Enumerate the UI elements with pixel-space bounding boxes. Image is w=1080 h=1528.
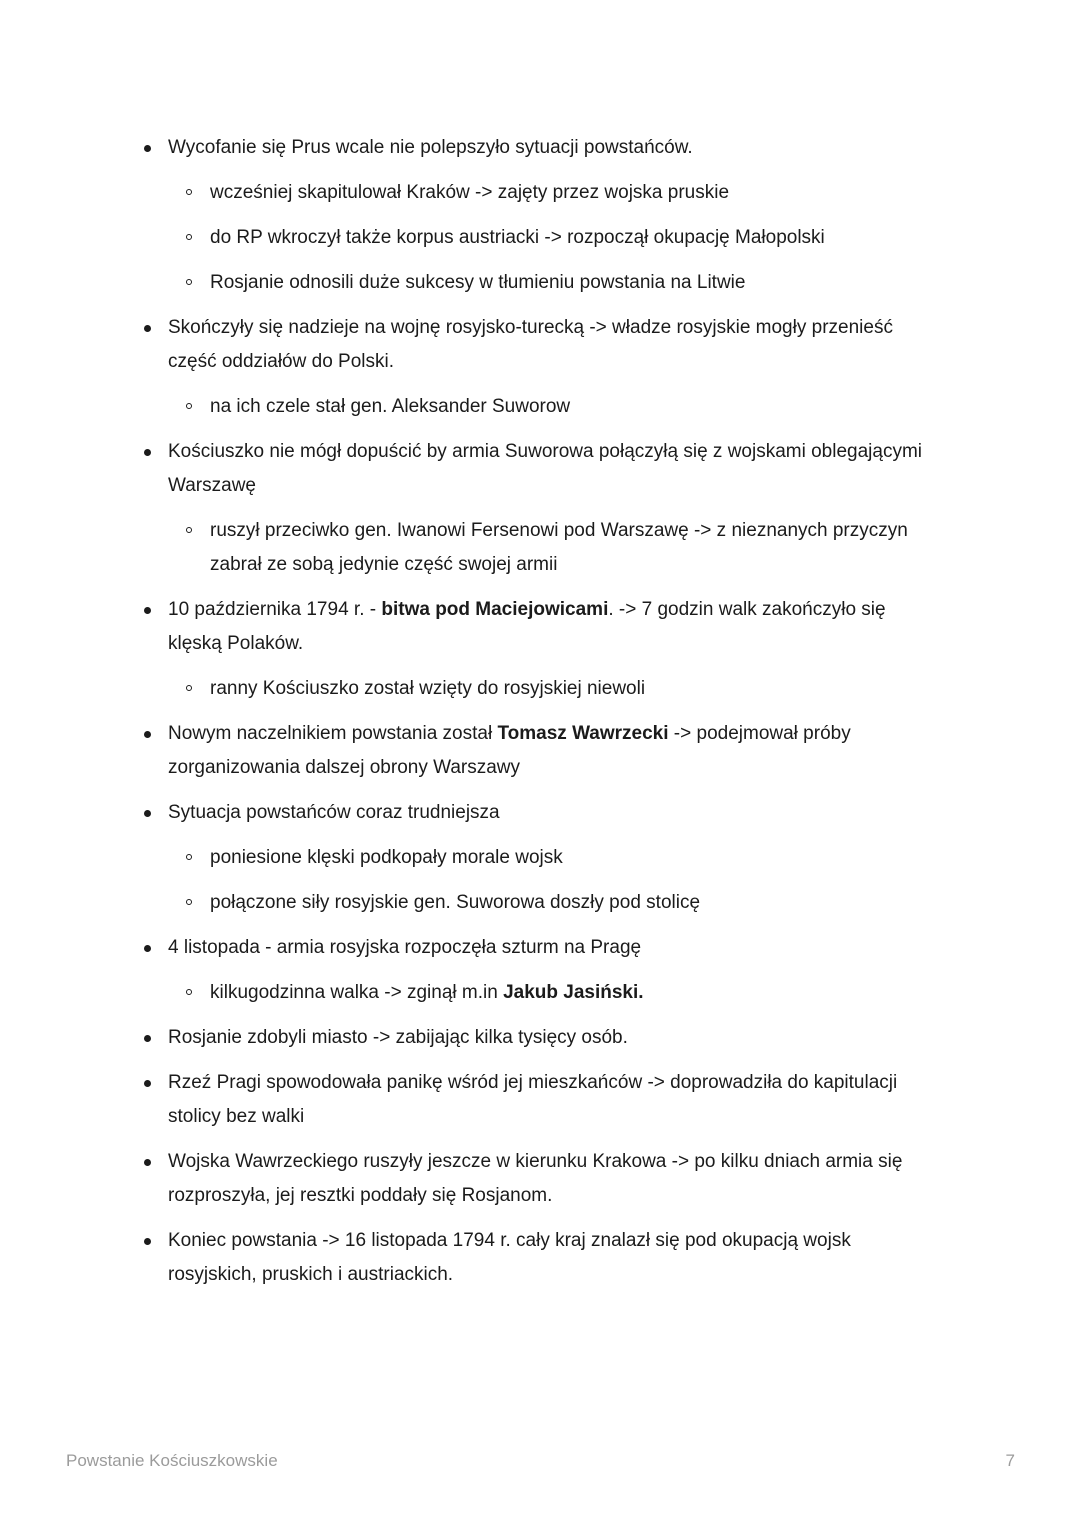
- notes-list: [140, 131, 935, 1292]
- sub-list-item: [182, 886, 935, 920]
- list-item: [140, 1145, 935, 1213]
- circle-bullet-icon: [182, 841, 210, 860]
- sub-list-item: [182, 176, 935, 210]
- sub-list-item: [182, 266, 935, 300]
- list-item-text: na ich czele stał gen. Aleksander Suworow: [210, 396, 571, 417]
- list-item: [140, 1066, 935, 1134]
- disc-bullet-icon: [140, 1066, 168, 1087]
- circle-bullet-icon: [182, 672, 210, 691]
- list-item-text: ruszył przeciwko gen. Iwanowi Fersenowi pod Warszawę -> z nieznanych przyczyn zabrał ze sobą jedynie część swojej armii: [210, 520, 908, 575]
- footer-page-number: 7: [1005, 1451, 1015, 1470]
- list-item-text: Wycofanie się Prus wcale nie polepszyło sytuacji powstańców.: [168, 137, 693, 158]
- list-item-text: kilkugodzinna walka -> zginął m.in Jakub Jasiński.: [210, 982, 644, 1003]
- list-item: [140, 311, 935, 379]
- list-item-text: Rzeź Pragi spowodowała panikę wśród jej mieszkańców -> doprowadziła do kapitulacji stolicy bez walki: [168, 1072, 898, 1127]
- sub-list-item: [182, 221, 935, 255]
- list-item: [140, 1224, 935, 1292]
- sub-list-item: [182, 976, 935, 1010]
- list-item-text: Kościuszko nie mógł dopuścić by armia Suworowa połączyłą się z wojskami oblegającymi Warszawę: [168, 441, 922, 496]
- disc-bullet-icon: [140, 131, 168, 152]
- list-item-text: 10 października 1794 r. - bitwa pod Maciejowicami. -> 7 godzin walk zakończyło się klęską Polaków.: [168, 599, 886, 654]
- disc-bullet-icon: [140, 1145, 168, 1166]
- list-item-text: 4 listopada - armia rosyjska rozpoczęła szturm na Pragę: [168, 937, 642, 958]
- circle-bullet-icon: [182, 514, 210, 533]
- list-item-text: wcześniej skapitulował Kraków -> zajęty przez wojska pruskie: [210, 182, 730, 203]
- list-item: [140, 131, 935, 165]
- disc-bullet-icon: [140, 435, 168, 456]
- list-item-text: Rosjanie zdobyli miasto -> zabijając kilka tysięcy osób.: [168, 1027, 628, 1048]
- disc-bullet-icon: [140, 593, 168, 614]
- list-item-text: połączone siły rosyjskie gen. Suworowa doszły pod stolicę: [210, 892, 701, 913]
- disc-bullet-icon: [140, 931, 168, 952]
- list-item: [140, 1021, 935, 1055]
- list-item-text: poniesione klęski podkopały morale wojsk: [210, 847, 563, 868]
- list-item: [140, 435, 935, 503]
- disc-bullet-icon: [140, 1021, 168, 1042]
- circle-bullet-icon: [182, 221, 210, 240]
- list-item-text: Nowym naczelnikiem powstania został Tomasz Wawrzecki -> podejmował próby zorganizowania dalszej obrony Warszawy: [168, 723, 851, 778]
- sub-list-item: [182, 672, 935, 706]
- list-item: [140, 717, 935, 785]
- list-item-text: Koniec powstania -> 16 listopada 1794 r. cały kraj znalazł się pod okupacją wojsk rosyjskich, pruskich i austriackich.: [168, 1230, 851, 1285]
- disc-bullet-icon: [140, 717, 168, 738]
- page-footer: [66, 1450, 1015, 1472]
- list-item: [140, 593, 935, 661]
- circle-bullet-icon: [182, 266, 210, 285]
- list-item-text: do RP wkroczył także korpus austriacki -> rozpoczął okupację Małopolski: [210, 227, 825, 248]
- list-item-text: Skończyły się nadzieje na wojnę rosyjsko-turecką -> władze rosyjskie mogły przenieść część oddziałów do Polski.: [168, 317, 893, 372]
- sub-list-item: [182, 841, 935, 875]
- sub-list-item: [182, 514, 935, 582]
- disc-bullet-icon: [140, 311, 168, 332]
- disc-bullet-icon: [140, 1224, 168, 1245]
- list-item-text: Sytuacja powstańców coraz trudniejsza: [168, 802, 500, 823]
- circle-bullet-icon: [182, 390, 210, 409]
- sub-list-item: [182, 390, 935, 424]
- disc-bullet-icon: [140, 796, 168, 817]
- circle-bullet-icon: [182, 176, 210, 195]
- list-item: [140, 931, 935, 965]
- list-item: [140, 796, 935, 830]
- list-item-text: ranny Kościuszko został wzięty do rosyjskiej niewoli: [210, 678, 646, 699]
- circle-bullet-icon: [182, 886, 210, 905]
- list-item-text: Wojska Wawrzeckiego ruszyły jeszcze w kierunku Krakowa -> po kilku dniach armia się rozproszyła, jej resztki poddały się Rosjanom.: [168, 1151, 903, 1206]
- circle-bullet-icon: [182, 976, 210, 995]
- footer-document-title: Powstanie Kościuszkowskie: [66, 1451, 278, 1470]
- list-item-text: Rosjanie odnosili duże sukcesy w tłumieniu powstania na Litwie: [210, 272, 746, 293]
